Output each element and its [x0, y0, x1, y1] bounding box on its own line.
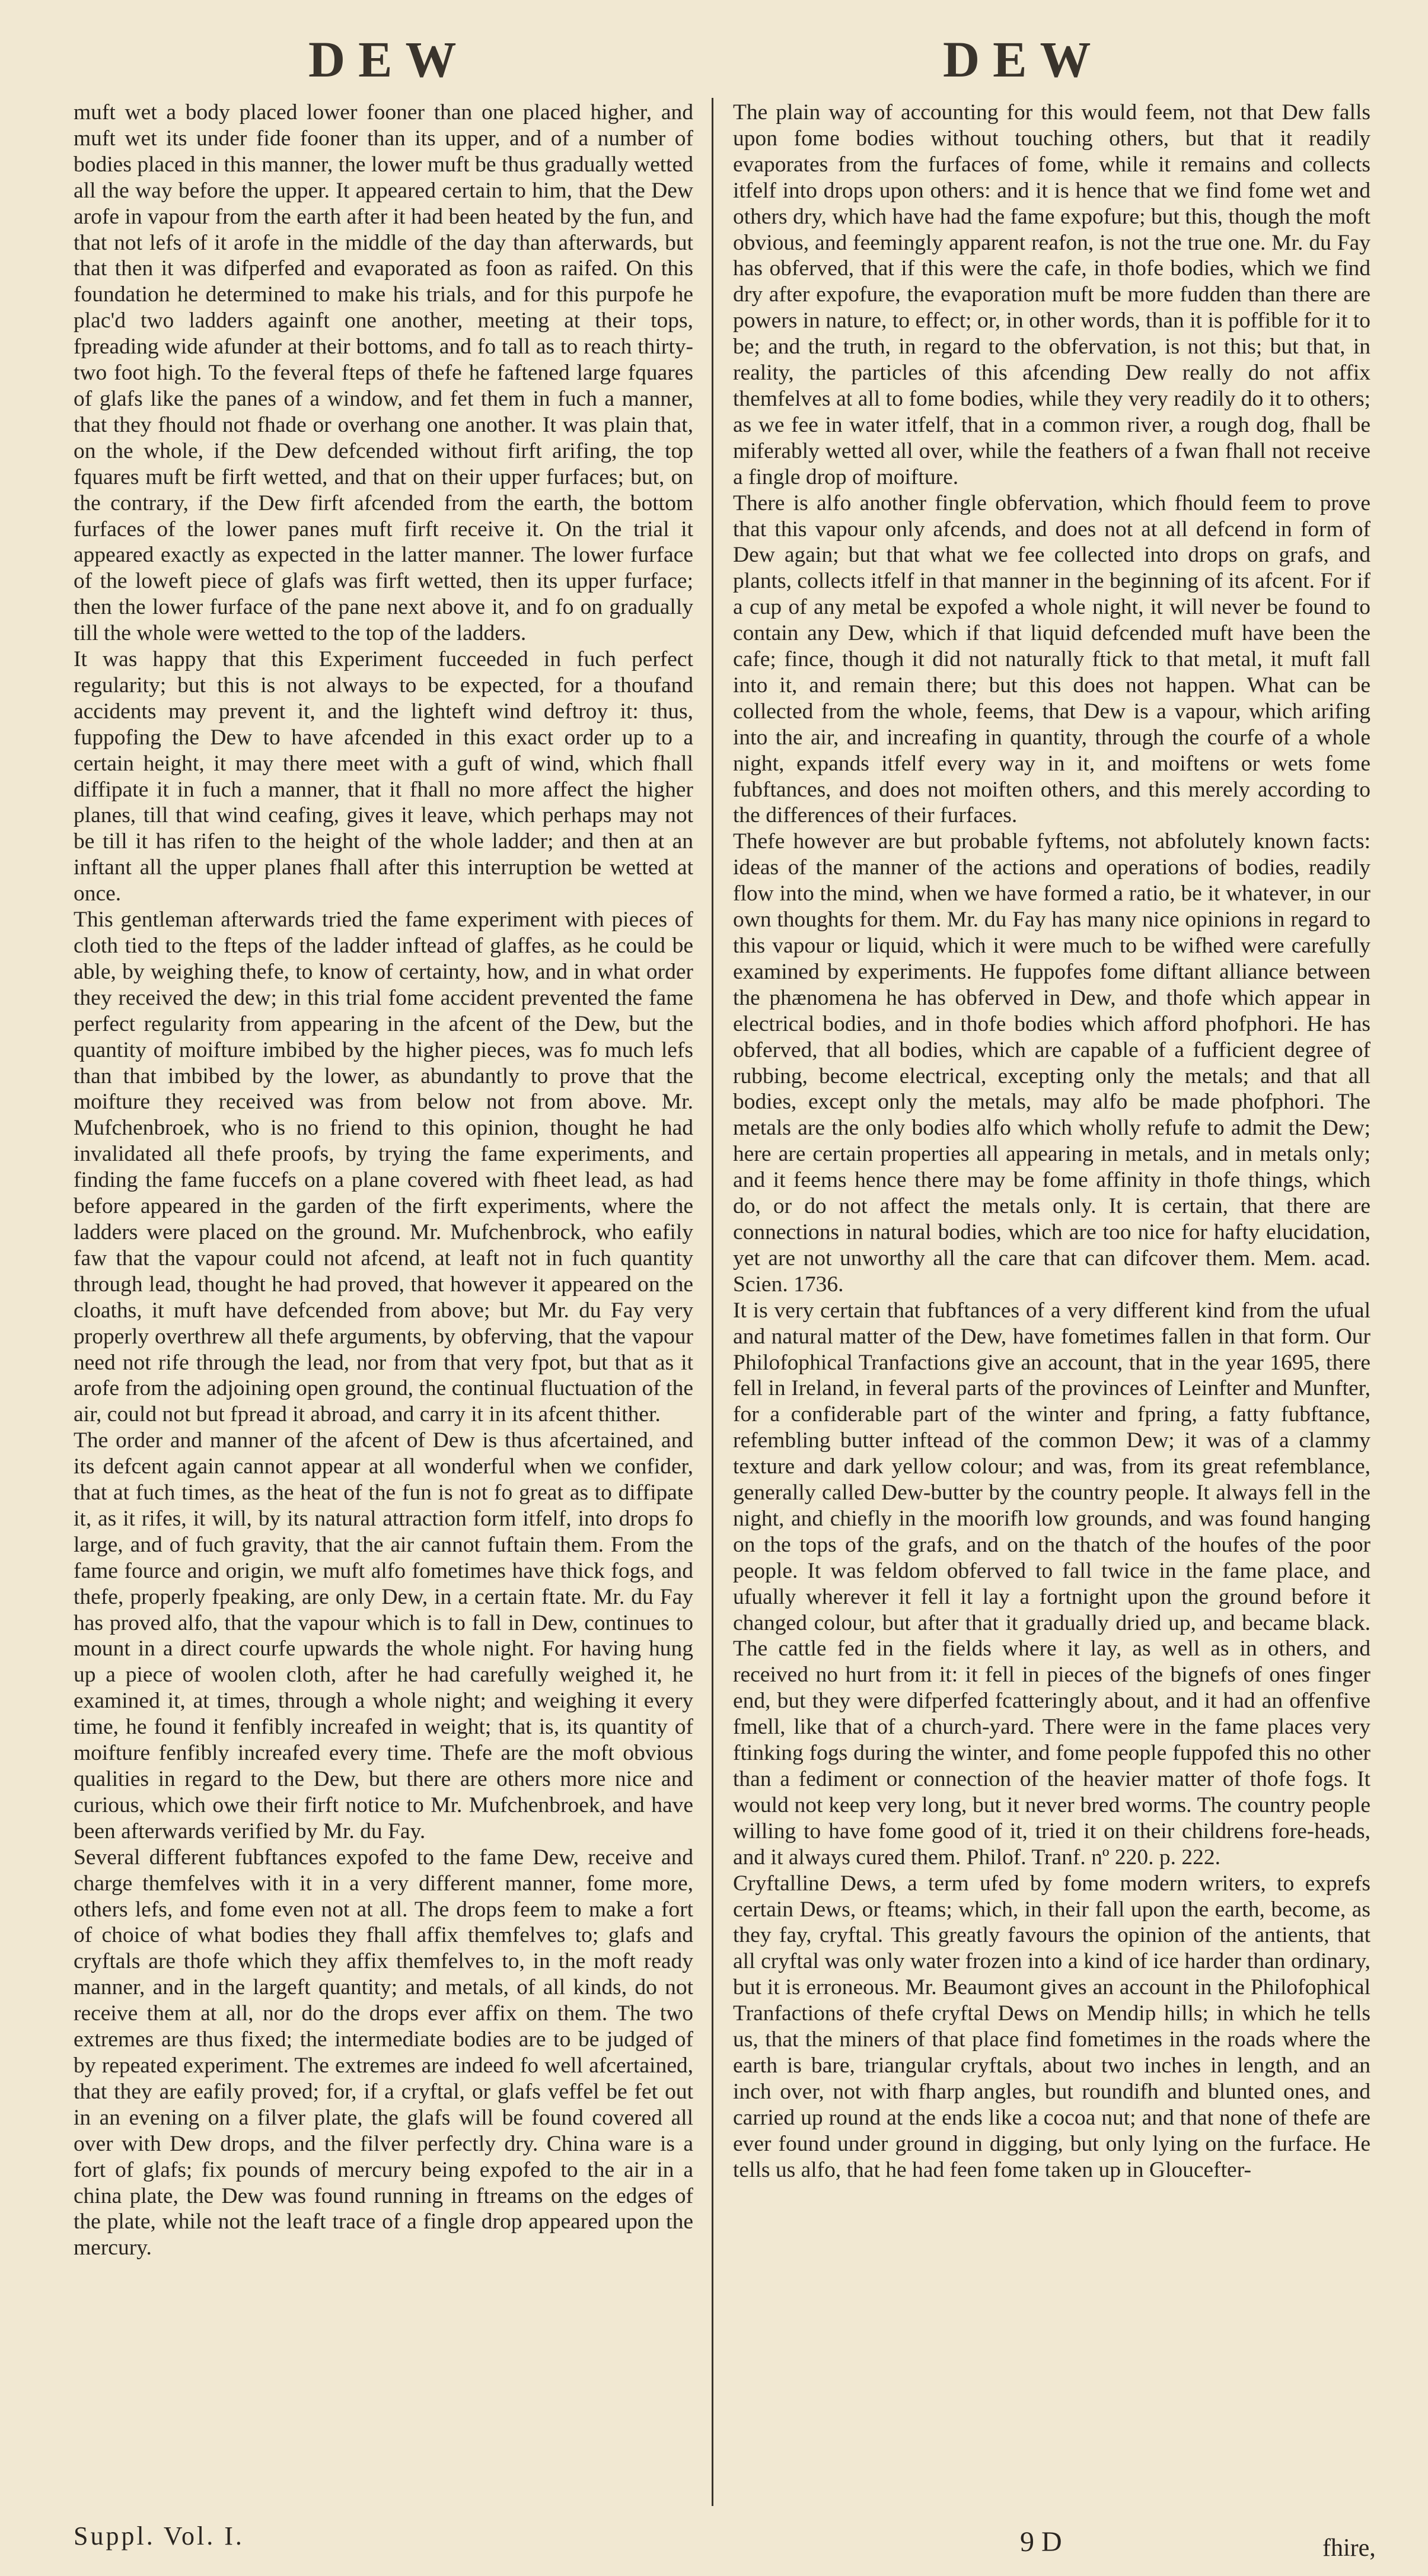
paragraph: It was happy that this Experiment fucceeded in fuch perfect regularity; but this is not always to be expected, for a thoufand accidents may prevent it, and the lighteft wind deftroy it: thus, fuppofing the Dew to have afcended in this exact order up to a certain height, it may there meet with a guft of wind, which fhall diffipate it in fuch a manner, that it fhall no more affect the higher planes, till that wind ceafing, gives it leave, which perhaps may not be till it has rifen to the height of the whole ladder; and then at an inftant all the upper planes fhall after this interruption be wetted at once.	[74, 647, 693, 906]
column-divider	[712, 98, 713, 2506]
volume-footer: Suppl. Vol. I.	[74, 2521, 244, 2550]
paragraph: Several different fubftances expofed to the fame Dew, receive and charge themfelves with it in a very different manner, fome more, others lefs, and fome even not at all. The drops feem to make a fort of choice of what bodies they fhall affix themfelves to; glafs and cryftals are thofe which they affix themfelves to, in the moft ready manner, and in the largeft quantity; and metals, of all kinds, do not receive them at all, nor do the drops ever affix on them. The two extremes are thus fixed; the intermediate bodies are to be judged of by repeated experiment. The extremes are indeed fo well afcertained, that they are eafily proved; for, if a cryftal, or glafs veffel be fet out in an evening on a filver plate, the glafs will be found covered all over with Dew drops, and the filver perfectly dry. China ware is a fort of glafs; fix pounds of mercury being expofed to the air in a china plate, the Dew was found running in ftreams on the edges of the plate, while not the leaft trace of a fingle drop appeared upon the mercury.	[74, 1845, 693, 2260]
right-column	[733, 100, 1370, 2354]
signature-mark: 9 D	[1020, 2526, 1062, 2558]
running-head-right: DEW	[943, 31, 1104, 88]
paragraph: Thefe however are but probable fyftems, not abfolutely known facts: ideas of the manner of the actions and operations of bodies, readily flow into the mind, when we have formed a ratio, be it whatever, in our own thoughts for them. Mr. du Fay has many nice opinions in regard to this vapour or liquid, which it were much to be wifhed were carefully examined by experiments. He fuppofes fome diftant alliance between the phænomena he has obferved in Dew, and thofe which appear in electrical bodies, and in thofe bodies which afford phofphori. He has obferved, that all bodies, which are capable of a fufficient degree of rubbing, become electrical, excepting only the metals; and that all bodies, except only the metals, may alfo be made phofphori. The metals are the only bodies alfo which wholly refufe to admit the Dew; here are certain properties all appearing in metals, and in metals only; and it feems hence there may be fome affinity in thofe things, which do, or do not affect the metals only. It is certain, that there are connections in natural bodies, which are too nice for hafty elucidation, yet are not unworthy all the care that can difcover them. Mem. acad. Scien. 1736.	[733, 829, 1370, 1297]
paragraph: This gentleman afterwards tried the fame experiment with pieces of cloth tied to the fteps of the ladder inftead of glaffes, as he could be able, by weighing thefe, to know of certainty, how, and in what order they received the dew; in this trial fome accident prevented the fame perfect regularity from appearing in the afcent of the Dew, but the quantity of moifture imbibed by the higher pieces, was fo much lefs than that imbibed by the lower, as abundantly to prove that the moifture they received was from below not from above. Mr. Mufchenbroek, who is no friend to this opinion, thought he had invalidated all thefe proofs, by trying the fame experiments, and finding the fame fuccefs on a plane covered with fheet lead, as had before appeared in the garden of the firft experiments, where the ladders were placed on the ground. Mr. Mufchenbrock, who eafily faw that the vapour could not afcend, at leaft not in fuch quantity through lead, thought he had proved, that however it appeared on the cloaths, it muft have defcended from above; but Mr. du Fay very properly overthrew all thefe arguments, by obferving, that the vapour need not rife through the lead, nor from that very fpot, but that as it arofe from the adjoining open ground, the continual fluctuation of the air, could not but fpread it abroad, and carry it in its afcent thither.	[74, 908, 693, 1427]
catchword: fhire,	[1322, 2534, 1376, 2562]
paragraph: The order and manner of the afcent of Dew is thus afcertained, and its defcent again cannot appear at all wonderful when we confider, that at fuch times, as the heat of the fun is not fo great as to diffipate it, as it rifes, it will, by its natural attraction form itfelf, into drops fo large, and of fuch gravity, that the air cannot fuftain them. From the fame fource and origin, we muft alfo fometimes have thick fogs, and thefe, properly fpeaking, are only Dew, in a certain ftate. Mr. du Fay has proved alfo, that the vapour which is to fall in Dew, continues to mount in a direct courfe upwards the whole night. For having hung up a piece of woolen cloth, after he had carefully weighed it, he examined it, at times, through a whole night; and weighing it every time, he found it fenfibly increafed in weight; that is, its quantity of moifture fenfibly increafed every time. Thefe are the moft obvious qualities in regard to the Dew, but there are others more nice and curious, which owe their firft notice to Mr. Mufchenbroek, and have been afterwards verified by Mr. du Fay.	[74, 1428, 693, 1843]
left-column	[74, 100, 693, 2354]
paragraph: There is alfo another fingle obfervation, which fhould feem to prove that this vapour only afcends, and does not at all defcend in form of Dew again; but that what we fee collected into drops on grafs, and plants, collects itfelf in that manner in the beginning of its afcent. For if a cup of any metal be expofed a whole night, it will never be found to contain any Dew, which if that liquid defcended muft have been the cafe; fince, though it did not naturally ftick to that metal, it muft fall into it, and remain there; but this does not happen. What can be collected from the whole, feems, that Dew is a vapour, which arifing into the air, and increafing in quantity, through the courfe of a whole night, expands itfelf every way in it, and moiftens or wets fome fubftances, and does not moiften others, and this merely according to the differences of their furfaces.	[733, 491, 1370, 828]
paragraph: It is very certain that fubftances of a very different kind from the ufual and natural matter of the Dew, have fometimes fallen in that form. Our Philofophical Tranfactions give an account, that in the year 1695, there fell in Ireland, in feveral parts of the provinces of Leinfter and Munfter, for a confiderable part of the winter and fpring, a fatty fubftance, refembling butter inftead of the common Dew; it was of a clammy texture and dark yellow colour; and was, from its great refemblance, generally called Dew-butter by the country people. It always fell in the night, and chiefly in the moorifh low grounds, and was found hanging on the tops of the grafs, and on the thatch of the houfes of the poor people. It was feldom obferved to fall twice in the fame place, and ufually wherever it fell it lay a fortnight upon the ground before it changed colour, but after that it gradually dried up, and became black. The cattle fed in the fields where it lay, as well as in others, and received no hurt from it: it fell in pieces of the bignefs of ones finger end, but they were difperfed fcatteringly about, and it had an offenfive fmell, like that of a church-yard. There were in the fame places very ftinking fogs during the winter, and fome people fuppofed this no other than a fediment or connection of the heavier matter of thofe fogs. It would not keep very long, but it never bred worms. The country people willing to have fome good of it, tried it on their childrens fore-heads, and it always cured them. Philof. Tranf. nº 220. p. 222.	[733, 1298, 1370, 1870]
paragraph: The plain way of accounting for this would feem, not that Dew falls upon fome bodies without touching others, but that it readily evaporates from the furfaces of fome, while it remains and collects itfelf into drops upon others: and it is hence that we find fome wet and others dry, which have had the fame expofure; but this, though the moft obvious, and feemingly apparent reafon, is not the true one. Mr. du Fay has obferved, that if this were the cafe, in thofe bodies, which we find dry after expofure, the evaporation muft be more fudden than there are powers in nature, to effect; or, in other words, than it is poffible for it to be; and the truth, in regard to the obfervation, is not this; but that, in reality, the particles of this afcending Dew really do not affix themfelves at all to fome bodies, while they very readily do it to others; as we fee in water itfelf, that in a common river, a rough dog, fhall be miferably wetted all over, while the feathers of a fwan fhall not receive a fingle drop of moifture.	[733, 100, 1370, 489]
running-head-left: DEW	[308, 31, 470, 88]
paragraph: muft wet a body placed lower fooner than one placed higher, and muft wet its under fide fooner than its upper, and of a number of bodies placed in this manner, the lower muft be thus gradually wetted all the way before the upper. It appeared certain to him, that the Dew arofe in vapour from the earth after it had been heated by the fun, and that not lefs of it arofe in the middle of the day than afterwards, but that then it was difperfed and evaporated as foon as raifed. On this foundation he determined to make his trials, and for this purpofe he plac'd two ladders againft one another, meeting at their tops, fpreading wide afunder at their bottoms, and fo tall as to reach thirty-two foot high. To the feveral fteps of thefe he faftened large fquares of glafs like the panes of a window, and fet them in fuch a manner, that they fhould not fhade or overhang one another. It was plain that, on the whole, if the Dew defcended without firft arifing, the top fquares muft be firft wetted, and that on their upper furfaces; but, on the contrary, if the Dew firft afcended from the earth, the bottom furfaces of the lower panes muft firft receive it. On the trial it appeared exactly as expected in the latter manner. The lower furface of the loweft piece of glafs was firft wetted, then its upper furface; then the lower furface of the pane next above it, and fo on gradually till the whole were wetted to the top of the ladders.	[74, 100, 693, 646]
paragraph: Cryftalline Dews, a term ufed by fome modern writers, to exprefs certain Dews, or fteams; which, in their fall upon the earth, become, as they fay, cryftal. This greatly favours the opinion of the antients, that all cryftal was only water frozen into a kind of ice harder than ordinary, but it is erroneous. Mr. Beaumont gives an account in the Philofophical Tranfactions of thefe cryftal Dews on Mendip hills; in which he tells us, that the miners of that place find fometimes in the roads where the earth is bare, triangular cryftals, about two inches in length, and an inch over, not with fharp angles, but roundifh and blunted ones, and carried up round at the ends like a cocoa nut; and that none of thefe are ever found under ground in digging, but only lying on the furface. He tells us alfo, that he had feen fome taken up in Gloucefter-	[733, 1871, 1370, 2182]
